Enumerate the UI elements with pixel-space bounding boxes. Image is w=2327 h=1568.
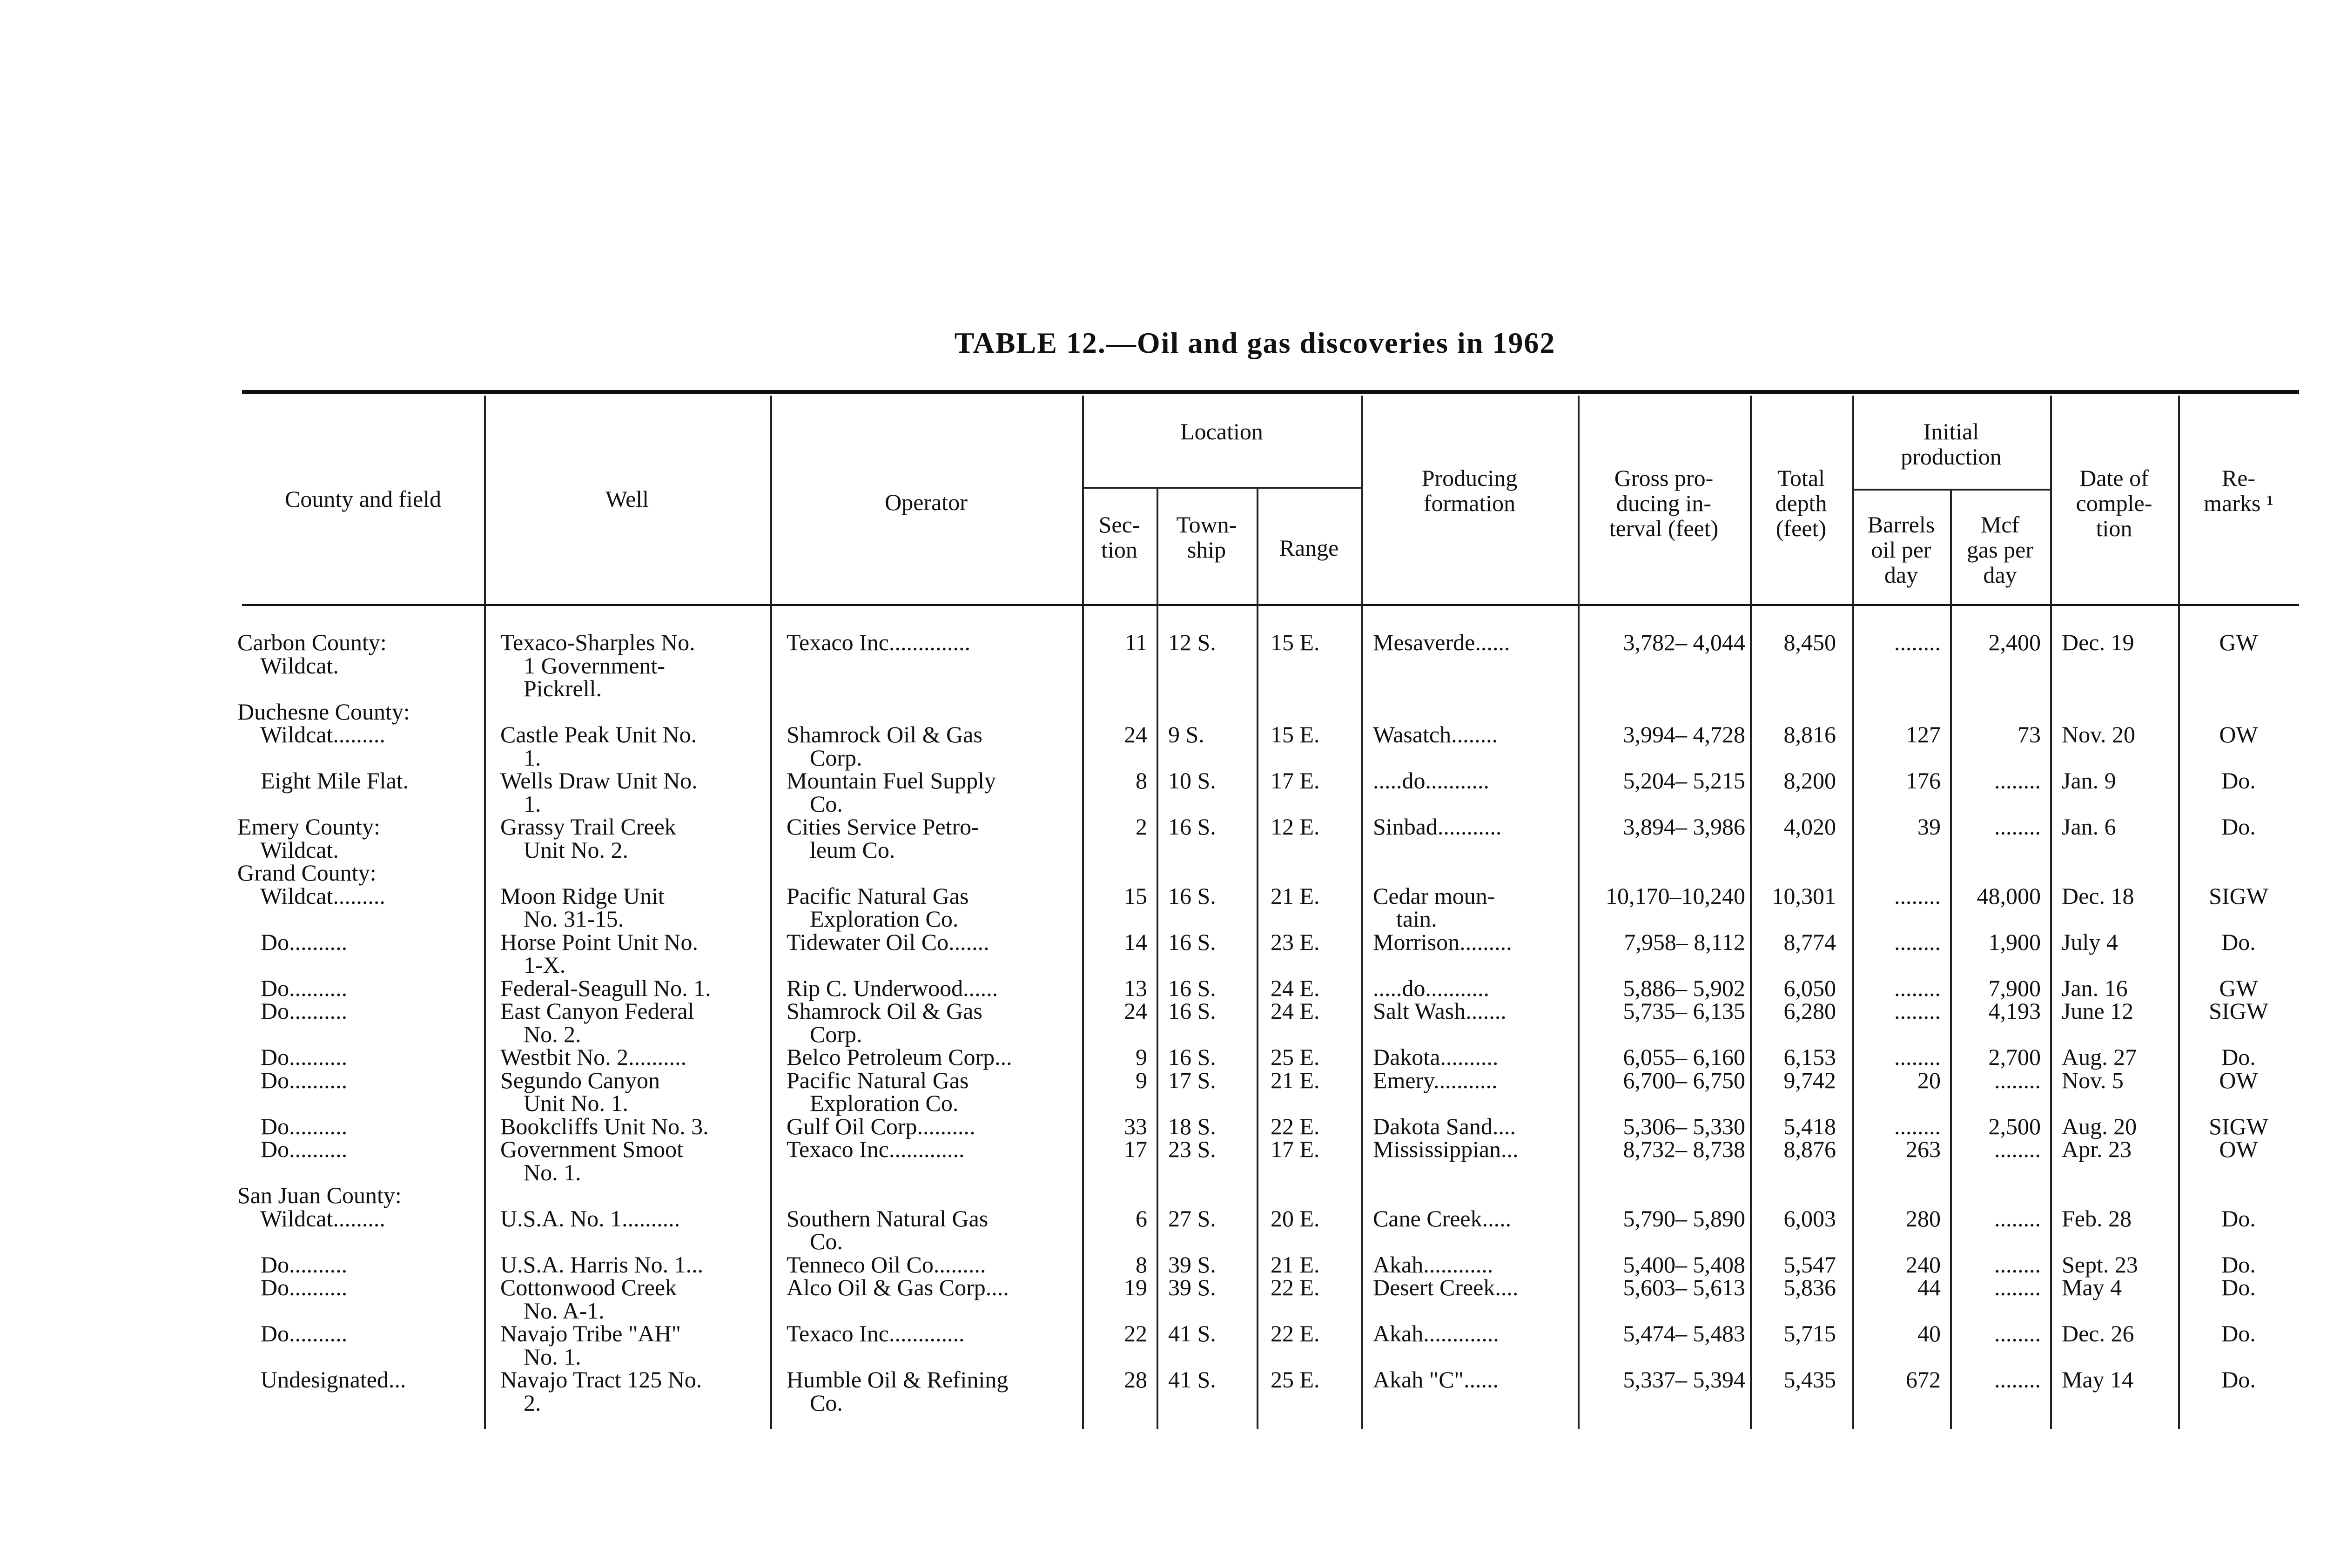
cell-formation: Wasatch........ (1373, 721, 1498, 747)
cell-well: Moon Ridge Unit (500, 883, 665, 909)
cell-operator: Tenneco Oil Co......... (787, 1252, 986, 1278)
cell-depth: 5,435 (1783, 1366, 1836, 1393)
cell-well: Grassy Trail Creek (500, 814, 676, 840)
cell-remarks: Do. (2221, 1320, 2256, 1346)
header-interval: Gross pro- ducing in- terval (feet) (1609, 465, 1719, 541)
cell-county: Emery County: (237, 814, 380, 840)
cell-mcf: 2,400 (1988, 629, 2041, 655)
cell-section: 19 (1124, 1274, 1147, 1300)
cell-well: 1. (500, 745, 541, 771)
page-bottom (0, 1550, 2327, 1555)
cell-county: Do.......... (237, 929, 348, 955)
header-section: Sec- tion (1098, 511, 1140, 563)
production-subrule (1852, 489, 2050, 491)
cell-well: Unit No. 1. (500, 1090, 628, 1116)
cell-barrels: ........ (1894, 1113, 1941, 1139)
cell-barrels: 127 (1906, 721, 1941, 747)
cell-mcf: ........ (1994, 1136, 2041, 1162)
cell-township: 41 S. (1168, 1320, 1216, 1346)
cell-formation: Akah "C"...... (1373, 1366, 1499, 1393)
cell-operator: leum Co. (787, 837, 895, 863)
cell-operator: Gulf Oil Corp.......... (787, 1113, 975, 1139)
cell-township: 16 S. (1168, 1044, 1216, 1070)
cell-operator: Co. (787, 1228, 843, 1254)
cell-interval: 10,170–10,240 (1606, 883, 1745, 909)
cell-township: 10 S. (1168, 767, 1216, 794)
cell-section: 8 (1136, 1252, 1147, 1278)
cell-interval: 5,204– 5,215 (1623, 767, 1745, 794)
cell-formation: Mississippian... (1373, 1136, 1519, 1162)
cell-remarks: OW (2219, 721, 2258, 747)
cell-interval: 6,700– 6,750 (1623, 1067, 1745, 1093)
cell-depth: 8,200 (1783, 767, 1836, 794)
cell-operator: Exploration Co. (787, 1090, 959, 1116)
table-top-rule (242, 390, 2299, 394)
cell-barrels: ........ (1894, 975, 1941, 1001)
cell-well: Bookcliffs Unit No. 3. (500, 1113, 709, 1139)
cell-interval: 3,994– 4,728 (1623, 721, 1745, 747)
cell-depth: 4,020 (1783, 814, 1836, 840)
cell-mcf: ........ (1994, 814, 2041, 840)
cell-formation: Mesaverde...... (1373, 629, 1510, 655)
header-barrels: Barrels oil per day (1867, 511, 1935, 588)
cell-remarks: GW (2219, 629, 2258, 655)
cell-well: Pickrell. (500, 675, 602, 701)
cell-section: 14 (1124, 929, 1147, 955)
cell-date: Dec. 26 (2062, 1320, 2134, 1346)
header-operator: Operator (885, 489, 968, 515)
cell-interval: 5,790– 5,890 (1623, 1205, 1745, 1232)
header-well: Well (605, 486, 649, 512)
cell-remarks: SIGW (2209, 1113, 2268, 1139)
cell-interval: 5,400– 5,408 (1623, 1252, 1745, 1278)
cell-section: 9 (1136, 1067, 1147, 1093)
cell-county: Do.......... (237, 1113, 348, 1139)
cell-remarks: Do. (2221, 1044, 2256, 1070)
cell-county: Do.......... (237, 975, 348, 1001)
cell-operator: Rip C. Underwood...... (787, 975, 998, 1001)
cell-range: 23 E. (1271, 929, 1320, 955)
cell-well: U.S.A. Harris No. 1... (500, 1252, 704, 1278)
cell-range: 21 E. (1271, 883, 1320, 909)
cell-well: Navajo Tribe "AH" (500, 1320, 681, 1346)
page-number (2322, 233, 2327, 344)
cell-date: Jan. 6 (2062, 814, 2116, 840)
cell-operator: Co. (787, 1390, 843, 1416)
cell-well: No. 2. (500, 1021, 581, 1047)
cell-formation: Akah............ (1373, 1252, 1493, 1278)
cell-date: Sept. 23 (2062, 1252, 2138, 1278)
cell-interval: 6,055– 6,160 (1623, 1044, 1745, 1070)
cell-formation: Morrison......... (1373, 929, 1512, 955)
cell-operator: Pacific Natural Gas (787, 883, 969, 909)
cell-mcf: ........ (1994, 1252, 2041, 1278)
cell-date: Feb. 28 (2062, 1205, 2132, 1232)
cell-operator: Humble Oil & Refining (787, 1366, 1009, 1393)
cell-range: 17 E. (1271, 1136, 1320, 1162)
cell-operator: Shamrock Oil & Gas (787, 998, 982, 1024)
cell-remarks: SIGW (2209, 998, 2268, 1024)
cell-operator: Texaco Inc............. (787, 1136, 965, 1162)
column-divider (484, 396, 486, 1429)
cell-well: Texaco-Sharples No. (500, 629, 695, 655)
cell-barrels: ........ (1894, 883, 1941, 909)
cell-township: 39 S. (1168, 1252, 1216, 1278)
cell-remarks: Do. (2221, 814, 2256, 840)
cell-date: Aug. 27 (2062, 1044, 2137, 1070)
cell-range: 20 E. (1271, 1205, 1320, 1232)
cell-township: 17 S. (1168, 1067, 1216, 1093)
cell-date: Dec. 19 (2062, 629, 2134, 655)
cell-township: 23 S. (1168, 1136, 1216, 1162)
cell-barrels: 240 (1906, 1252, 1941, 1278)
cell-depth: 5,418 (1783, 1113, 1836, 1139)
cell-formation: Cedar moun- (1373, 883, 1495, 909)
cell-remarks: Do. (2221, 1366, 2256, 1393)
cell-mcf: 2,700 (1988, 1044, 2041, 1070)
cell-operator: Corp. (787, 745, 862, 771)
cell-well: Cottonwood Creek (500, 1274, 677, 1300)
cell-date: Apr. 23 (2062, 1136, 2132, 1162)
cell-well: Unit No. 2. (500, 837, 628, 863)
cell-well: No. 1. (500, 1344, 581, 1370)
cell-section: 24 (1124, 721, 1147, 747)
cell-range: 24 E. (1271, 975, 1320, 1001)
cell-section: 2 (1136, 814, 1147, 840)
cell-operator: Pacific Natural Gas (787, 1067, 969, 1093)
cell-section: 28 (1124, 1366, 1147, 1393)
cell-remarks: Do. (2221, 929, 2256, 955)
column-divider (1157, 489, 1158, 1429)
cell-county: Wildcat. (237, 653, 339, 679)
header-county: County and field (284, 486, 442, 512)
cell-operator: Corp. (787, 1021, 862, 1047)
cell-formation: Sinbad........... (1373, 814, 1502, 840)
cell-depth: 6,050 (1783, 975, 1836, 1001)
cell-county: Grand County: (237, 860, 377, 886)
cell-formation: Desert Creek.... (1373, 1274, 1519, 1300)
cell-depth: 8,816 (1783, 721, 1836, 747)
cell-barrels: 263 (1906, 1136, 1941, 1162)
cell-interval: 8,732– 8,738 (1623, 1136, 1745, 1162)
cell-interval: 5,886– 5,902 (1623, 975, 1745, 1001)
cell-operator: Tidewater Oil Co....... (787, 929, 989, 955)
cell-formation: Dakota.......... (1373, 1044, 1499, 1070)
cell-date: Nov. 5 (2062, 1067, 2124, 1093)
header-location: Location (1180, 418, 1263, 444)
cell-operator: Mountain Fuel Supply (787, 767, 996, 794)
cell-section: 24 (1124, 998, 1147, 1024)
table-title: TABLE 12.—Oil and gas discoveries in 1962 (954, 326, 1556, 359)
cell-remarks: OW (2219, 1136, 2258, 1162)
cell-mcf: ........ (1994, 767, 2041, 794)
cell-barrels: 44 (1917, 1274, 1941, 1300)
cell-township: 16 S. (1168, 929, 1216, 955)
cell-depth: 6,153 (1783, 1044, 1836, 1070)
cell-well: Horse Point Unit No. (500, 929, 698, 955)
cell-mcf: 4,193 (1988, 998, 2041, 1024)
cell-range: 15 E. (1271, 721, 1320, 747)
cell-date: May 4 (2062, 1274, 2122, 1300)
column-divider (1950, 489, 1952, 1429)
cell-county: San Juan County: (237, 1182, 402, 1208)
header-remarks: Re- marks ¹ (2204, 465, 2273, 516)
cell-formation: Dakota Sand.... (1373, 1113, 1516, 1139)
cell-range: 25 E. (1271, 1366, 1320, 1393)
cell-interval: 3,782– 4,044 (1623, 629, 1745, 655)
cell-barrels: 672 (1906, 1366, 1941, 1393)
cell-formation: .....do........... (1373, 975, 1489, 1001)
column-divider (1361, 396, 1363, 1429)
cell-range: 22 E. (1271, 1274, 1320, 1300)
cell-remarks: Do. (2221, 1205, 2256, 1232)
cell-county: Wildcat......... (237, 883, 385, 909)
cell-mcf: ........ (1994, 1205, 2041, 1232)
cell-township: 16 S. (1168, 814, 1216, 840)
cell-interval: 5,337– 5,394 (1623, 1366, 1745, 1393)
cell-range: 15 E. (1271, 629, 1320, 655)
cell-county: Wildcat......... (237, 1205, 385, 1232)
cell-county: Carbon County: (237, 629, 387, 655)
cell-operator: Belco Petroleum Corp... (787, 1044, 1012, 1070)
cell-formation: Cane Creek..... (1373, 1205, 1512, 1232)
cell-well: Westbit No. 2.......... (500, 1044, 687, 1070)
header-initial-production: Initial production (1901, 418, 2002, 470)
cell-well: Segundo Canyon (500, 1067, 660, 1093)
cell-township: 16 S. (1168, 975, 1216, 1001)
cell-section: 9 (1136, 1044, 1147, 1070)
cell-operator: Alco Oil & Gas Corp.... (787, 1274, 1009, 1300)
column-divider (2178, 396, 2180, 1429)
cell-township: 16 S. (1168, 883, 1216, 909)
cell-section: 13 (1124, 975, 1147, 1001)
cell-section: 11 (1124, 629, 1147, 655)
cell-depth: 5,715 (1783, 1320, 1836, 1346)
cell-depth: 8,774 (1783, 929, 1836, 955)
cell-range: 21 E. (1271, 1067, 1320, 1093)
cell-county: Do.......... (237, 998, 348, 1024)
cell-township: 39 S. (1168, 1274, 1216, 1300)
cell-county: Do.......... (237, 1044, 348, 1070)
cell-well: Castle Peak Unit No. (500, 721, 697, 747)
cell-remarks: SIGW (2209, 883, 2268, 909)
cell-well: 1-X. (500, 952, 566, 978)
cell-date: Jan. 16 (2062, 975, 2128, 1001)
cell-operator: Co. (787, 791, 843, 817)
cell-depth: 9,742 (1783, 1067, 1836, 1093)
cell-remarks: OW (2219, 1067, 2258, 1093)
cell-remarks: GW (2219, 975, 2258, 1001)
cell-section: 15 (1124, 883, 1147, 909)
cell-remarks: Do. (2221, 767, 2256, 794)
cell-depth: 6,003 (1783, 1205, 1836, 1232)
cell-county: Wildcat......... (237, 721, 385, 747)
cell-depth: 6,280 (1783, 998, 1836, 1024)
cell-mcf: ........ (1994, 1274, 2041, 1300)
cell-mcf: ........ (1994, 1366, 2041, 1393)
cell-county: Do.......... (237, 1274, 348, 1300)
cell-formation: Akah............. (1373, 1320, 1499, 1346)
cell-range: 22 E. (1271, 1320, 1320, 1346)
cell-section: 8 (1136, 767, 1147, 794)
column-divider (1750, 396, 1752, 1429)
header-mcf: Mcf gas per day (1967, 511, 2033, 588)
cell-interval: 5,306– 5,330 (1623, 1113, 1745, 1139)
header-formation: Producing formation (1421, 465, 1518, 516)
cell-barrels: 176 (1906, 767, 1941, 794)
cell-operator: Southern Natural Gas (787, 1205, 989, 1232)
header-township: Town- ship (1176, 511, 1237, 563)
cell-depth: 8,876 (1783, 1136, 1836, 1162)
cell-formation: tain. (1373, 906, 1437, 932)
cell-range: 22 E. (1271, 1113, 1320, 1139)
cell-operator: Texaco Inc.............. (787, 629, 970, 655)
cell-well: 1 Government- (500, 653, 666, 679)
cell-township: 9 S. (1168, 721, 1204, 747)
cell-interval: 3,894– 3,986 (1623, 814, 1745, 840)
cell-range: 21 E. (1271, 1252, 1320, 1278)
cell-township: 16 S. (1168, 998, 1216, 1024)
cell-depth: 5,547 (1783, 1252, 1836, 1278)
cell-depth: 8,450 (1783, 629, 1836, 655)
column-divider (1257, 489, 1258, 1429)
cell-range: 17 E. (1271, 767, 1320, 794)
cell-remarks: Do. (2221, 1252, 2256, 1278)
cell-well: No. 31-15. (500, 906, 624, 932)
column-divider (2050, 396, 2052, 1429)
cell-barrels: ........ (1894, 629, 1941, 655)
header-date: Date of comple- tion (2076, 465, 2152, 541)
column-divider (1578, 396, 1580, 1429)
cell-county: Wildcat. (237, 837, 339, 863)
cell-county: Undesignated... (237, 1366, 406, 1393)
cell-interval: 5,603– 5,613 (1623, 1274, 1745, 1300)
cell-interval: 7,958– 8,112 (1624, 929, 1745, 955)
cell-township: 27 S. (1168, 1205, 1216, 1232)
cell-county: Do.......... (237, 1320, 348, 1346)
cell-depth: 10,301 (1772, 883, 1836, 909)
cell-well: Government Smoot (500, 1136, 684, 1162)
cell-well: Wells Draw Unit No. (500, 767, 698, 794)
cell-county: Do.......... (237, 1067, 348, 1093)
cell-range: 12 E. (1271, 814, 1320, 840)
cell-operator: Cities Service Petro- (787, 814, 979, 840)
cell-well: Navajo Tract 125 No. (500, 1366, 702, 1393)
cell-mcf: 48,000 (1977, 883, 2041, 909)
cell-date: May 14 (2062, 1366, 2134, 1393)
cell-barrels: ........ (1894, 929, 1941, 955)
cell-interval: 5,735– 6,135 (1623, 998, 1745, 1024)
cell-depth: 5,836 (1783, 1274, 1836, 1300)
cell-section: 6 (1136, 1205, 1147, 1232)
cell-section: 33 (1124, 1113, 1147, 1139)
column-divider (770, 396, 772, 1429)
cell-township: 12 S. (1168, 629, 1216, 655)
header-range: Range (1279, 535, 1339, 561)
cell-mcf: ........ (1994, 1320, 2041, 1346)
header-bottom-rule (242, 604, 2299, 606)
cell-well: U.S.A. No. 1.......... (500, 1205, 680, 1232)
header-depth: Total depth (feet) (1775, 465, 1827, 541)
cell-county: Do.......... (237, 1136, 348, 1162)
cell-date: Dec. 18 (2062, 883, 2134, 909)
cell-township: 18 S. (1168, 1113, 1216, 1139)
cell-well: No. 1. (500, 1159, 581, 1185)
cell-township: 41 S. (1168, 1366, 1216, 1393)
cell-operator: Shamrock Oil & Gas (787, 721, 982, 747)
cell-date: July 4 (2062, 929, 2118, 955)
cell-barrels: 20 (1917, 1067, 1941, 1093)
cell-county: Duchesne County: (237, 699, 410, 725)
cell-county: Do.......... (237, 1252, 348, 1278)
cell-well: 2. (500, 1390, 541, 1416)
cell-well: 1. (500, 791, 541, 817)
cell-barrels: 40 (1917, 1320, 1941, 1346)
cell-mcf: 73 (2018, 721, 2041, 747)
cell-range: 25 E. (1271, 1044, 1320, 1070)
cell-mcf: 7,900 (1988, 975, 2041, 1001)
cell-barrels: ........ (1894, 1044, 1941, 1070)
cell-date: Jan. 9 (2062, 767, 2116, 794)
cell-barrels: 39 (1917, 814, 1941, 840)
cell-mcf: 2,500 (1988, 1113, 2041, 1139)
cell-barrels: 280 (1906, 1205, 1941, 1232)
cell-section: 17 (1124, 1136, 1147, 1162)
cell-date: June 12 (2062, 998, 2134, 1024)
cell-county: Eight Mile Flat. (237, 767, 409, 794)
cell-interval: 5,474– 5,483 (1623, 1320, 1745, 1346)
cell-formation: Emery........... (1373, 1067, 1498, 1093)
cell-formation: Salt Wash....... (1373, 998, 1506, 1024)
cell-date: Nov. 20 (2062, 721, 2135, 747)
cell-well: Federal-Seagull No. 1. (500, 975, 711, 1001)
cell-operator: Texaco Inc............. (787, 1320, 965, 1346)
cell-section: 22 (1124, 1320, 1147, 1346)
cell-formation: .....do........... (1373, 767, 1489, 794)
running-head (2322, 582, 2327, 1117)
cell-date: Aug. 20 (2062, 1113, 2137, 1139)
cell-operator: Exploration Co. (787, 906, 959, 932)
cell-well: No. A-1. (500, 1298, 605, 1324)
cell-well: East Canyon Federal (500, 998, 694, 1024)
cell-range: 24 E. (1271, 998, 1320, 1024)
cell-remarks: Do. (2221, 1274, 2256, 1300)
cell-mcf: 1,900 (1988, 929, 2041, 955)
cell-barrels: ........ (1894, 998, 1941, 1024)
cell-mcf: ........ (1994, 1067, 2041, 1093)
location-subrule (1082, 487, 1361, 489)
